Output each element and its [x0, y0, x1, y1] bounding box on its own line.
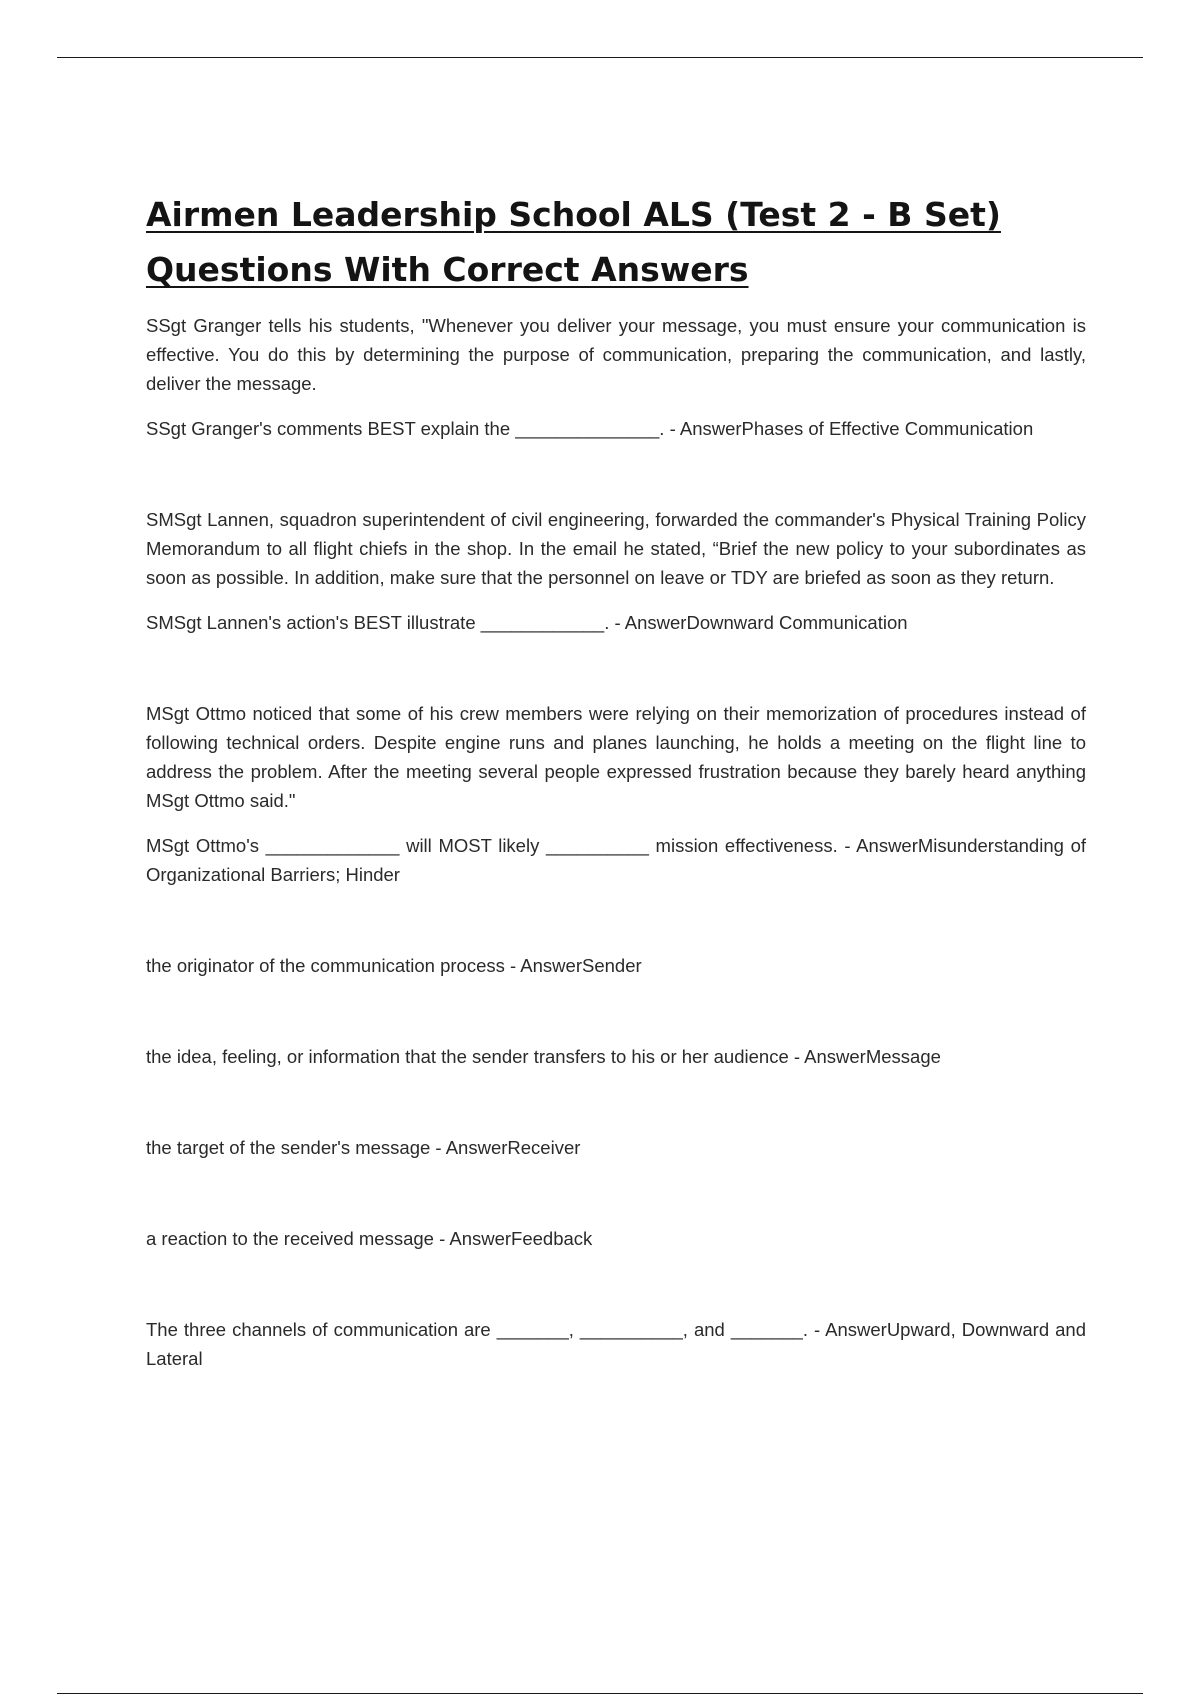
question-answer: The three channels of communication are _______, __________, and _______. - AnswerUpward, Downward and Lateral: [146, 1319, 1086, 1369]
qa-entry: [146, 1042, 1086, 1071]
document-body: [146, 187, 1086, 1373]
question-answer: SSgt Granger's comments BEST explain the ______________. - AnswerPhases of Effective Communication: [146, 418, 1034, 439]
question-answer: the idea, feeling, or information that the sender transfers to his or her audience - AnswerMessage: [146, 1046, 941, 1067]
qa-entry: [146, 699, 1086, 889]
question-answer: SMSgt Lannen's action's BEST illustrate ____________. - AnswerDownward Communication: [146, 612, 908, 633]
document-title: Airmen Leadership School ALS (Test 2 - B Set) Questions With Correct Answers: [146, 195, 1001, 289]
question-answer: the target of the sender's message - AnswerReceiver: [146, 1137, 581, 1158]
qa-entry: [146, 1315, 1086, 1373]
question-answer: MSgt Ottmo's _____________ will MOST likely __________ mission effectiveness. - AnswerMisunderstanding of Organizational Barriers; Hinder: [146, 835, 1086, 885]
header-rule: [57, 57, 1143, 58]
footer-rule: [57, 1693, 1143, 1694]
qa-entry: [146, 951, 1086, 980]
qa-entry: [146, 311, 1086, 443]
question-answer: a reaction to the received message - AnswerFeedback: [146, 1228, 593, 1249]
qa-entry: [146, 1133, 1086, 1162]
question-scenario: SSgt Granger tells his students, "Whenever you deliver your message, you must ensure your communication is effective. You do this by determining the purpose of communication, preparing the communication, and lastly, deliver the message.: [146, 315, 1086, 394]
qa-entry: [146, 505, 1086, 637]
qa-entry: [146, 1224, 1086, 1253]
question-answer: the originator of the communication process - AnswerSender: [146, 955, 642, 976]
question-scenario: MSgt Ottmo noticed that some of his crew members were relying on their memorization of procedures instead of following technical orders. Despite engine runs and planes launching, he holds a meeting on the flight line to address the problem. After the meeting several people expressed frustration because they barely heard anything MSgt Ottmo said.": [146, 703, 1086, 811]
question-scenario: SMSgt Lannen, squadron superintendent of civil engineering, forwarded the commander's Physical Training Policy Memorandum to all flight chiefs in the shop. In the email he stated, “Brief the new policy to your subordinates as soon as possible. In addition, make sure that the personnel on leave or TDY are briefed as soon as they return.: [146, 509, 1086, 588]
